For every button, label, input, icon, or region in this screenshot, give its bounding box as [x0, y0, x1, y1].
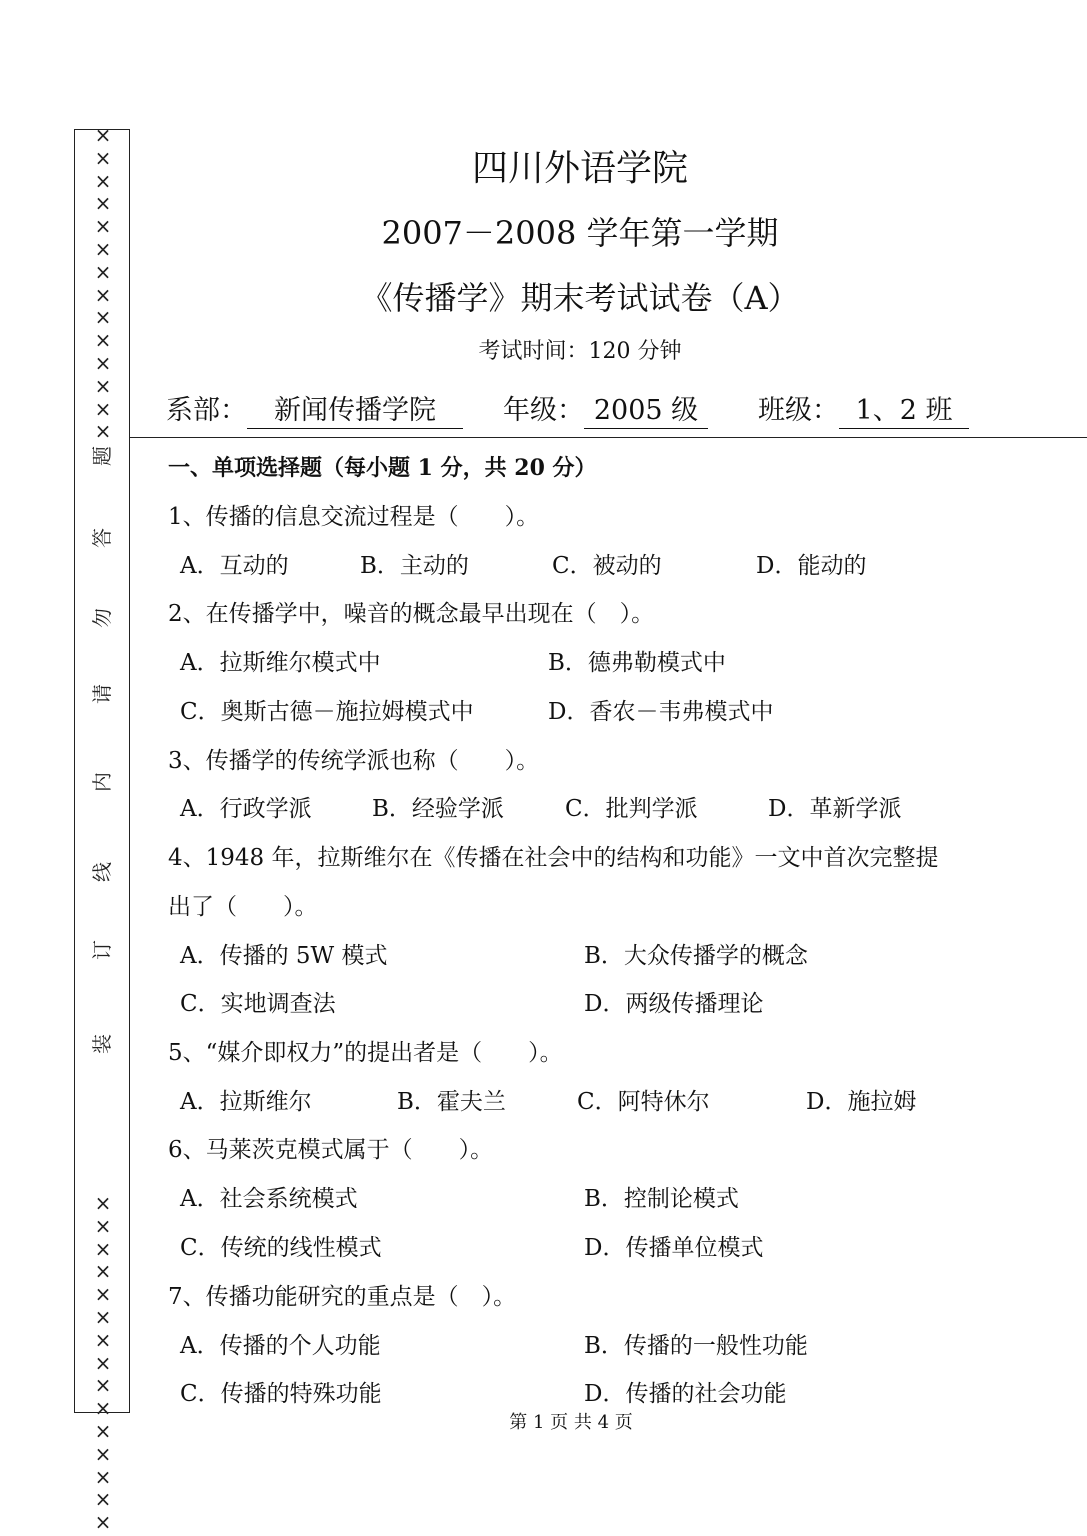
q3-option-b: B．经验学派 — [372, 796, 504, 822]
q3-option-a: A．行政学派 — [180, 796, 312, 822]
x-mark: × — [94, 168, 112, 193]
q6-option-d: D．传播单位模式 — [584, 1235, 764, 1261]
x-mark: × — [94, 328, 112, 353]
question-6-stem: 6、马莱茨克模式属于（ ）。 — [168, 1137, 494, 1163]
x-mark: × — [94, 305, 112, 330]
term-title: 2007－2008 学年第一学期 — [381, 214, 779, 252]
x-mark: × — [94, 1441, 112, 1466]
q6-option-c: C．传统的线性模式 — [180, 1235, 382, 1261]
x-mark: × — [94, 123, 112, 147]
q7-option-d: D．传播的社会功能 — [584, 1381, 787, 1407]
question-5-stem: 5、“媒介即权力”的提出者是（ ）。 — [168, 1040, 563, 1066]
question-1-stem: 1、传播的信息交流过程是（ ）。 — [168, 504, 540, 530]
question-3-stem: 3、传播学的传统学派也称（ ）。 — [168, 748, 540, 774]
question-4-stem-cont: 出了（ ）。 — [168, 894, 318, 920]
x-mark: × — [94, 1487, 112, 1512]
x-mark: × — [94, 396, 112, 421]
x-mark: × — [94, 1304, 112, 1329]
q6-option-b: B．控制论模式 — [584, 1186, 739, 1212]
x-mark: × — [94, 419, 112, 444]
q2-option-a: A．拉斯维尔模式中 — [180, 650, 381, 676]
page-number: 第 1 页 共 4 页 — [509, 1412, 633, 1433]
class-field — [758, 388, 969, 429]
section-title: 一、单项选择题（每小题 1 分，共 20 分） — [168, 455, 597, 481]
q2-option-c: C．奥斯古德－施拉姆模式中 — [180, 699, 474, 725]
x-mark: × — [94, 373, 112, 398]
margin-char-nei: 内 — [90, 772, 114, 792]
school-title: 四川外语学院 — [471, 148, 688, 189]
q1-option-a: A．互动的 — [180, 553, 289, 579]
x-mark: × — [94, 1282, 112, 1307]
x-mark: × — [94, 191, 112, 216]
q1-option-b: B．主动的 — [360, 553, 469, 579]
q4-option-d: D．两级传播理论 — [584, 991, 764, 1017]
x-mark: × — [94, 282, 112, 307]
binding-margin — [74, 123, 130, 1535]
class-value: 1、2 班 — [839, 394, 969, 429]
q2-option-b: B．德弗勒模式中 — [548, 650, 726, 676]
x-mark: × — [94, 1418, 112, 1443]
margin-char-ding: 订 — [90, 940, 114, 960]
margin-char-zhuang: 装 — [90, 1034, 114, 1054]
q4-option-c: C．实地调查法 — [180, 991, 336, 1017]
x-mark: × — [94, 214, 112, 239]
grade-value: 2005 级 — [584, 394, 708, 429]
question-7-stem: 7、传播功能研究的重点是（ ）。 — [168, 1284, 517, 1310]
exam-time: 考试时间：120 分钟 — [478, 339, 682, 364]
x-mark: × — [94, 145, 112, 170]
x-mark: × — [94, 236, 112, 261]
q4-option-a: A．传播的 5W 模式 — [180, 943, 388, 969]
margin-char-qing: 请 — [90, 684, 114, 704]
q5-option-a: A．拉斯维尔 — [180, 1089, 312, 1115]
class-label: 班级： — [758, 395, 839, 426]
q7-option-c: C．传播的特殊功能 — [180, 1381, 382, 1407]
q3-option-d: D．革新学派 — [768, 796, 902, 822]
q4-option-b: B．大众传播学的概念 — [584, 943, 808, 969]
dept-field — [166, 388, 463, 429]
margin-char-da: 答 — [90, 528, 114, 548]
question-2-stem: 2、在传播学中，噪音的概念最早出现在（ ）。 — [168, 601, 655, 627]
x-mark: × — [94, 350, 112, 375]
x-mark: × — [94, 1510, 112, 1535]
x-mark: × — [94, 1373, 112, 1398]
grade-label: 年级： — [503, 395, 584, 426]
grade-field — [503, 388, 708, 429]
q5-option-d: D．施拉姆 — [806, 1089, 917, 1115]
q7-option-b: B．传播的一般性功能 — [584, 1333, 808, 1359]
margin-x-marks-bottom — [75, 1192, 131, 1534]
x-mark: × — [94, 1464, 112, 1489]
exam-title: 《传播学》期末考试试卷（A） — [360, 279, 800, 317]
x-mark: × — [94, 259, 112, 284]
x-mark: × — [94, 1191, 112, 1215]
question-4-stem: 4、1948 年，拉斯维尔在《传播在社会中的结构和功能》一文中首次完整提 — [168, 845, 939, 871]
margin-char-wu: 勿 — [90, 608, 114, 628]
q1-option-d: D．能动的 — [756, 553, 867, 579]
margin-char-xian: 线 — [90, 862, 114, 882]
x-mark: × — [94, 1327, 112, 1352]
x-mark: × — [94, 1350, 112, 1375]
q1-option-c: C．被动的 — [552, 553, 662, 579]
x-mark: × — [94, 1396, 112, 1421]
q7-option-a: A．传播的个人功能 — [180, 1333, 381, 1359]
x-mark: × — [94, 1259, 112, 1284]
dept-value: 新闻传播学院 — [247, 394, 463, 429]
q6-option-a: A．社会系统模式 — [180, 1186, 358, 1212]
x-mark: × — [94, 1213, 112, 1238]
q5-option-b: B．霍夫兰 — [397, 1089, 506, 1115]
margin-char-ti: 题 — [90, 446, 114, 466]
header-divider — [130, 437, 1087, 438]
dept-label: 系部： — [166, 395, 247, 426]
q2-option-d: D．香农－韦弗模式中 — [548, 699, 774, 725]
q5-option-c: C．阿特休尔 — [577, 1089, 710, 1115]
x-mark: × — [94, 1236, 112, 1261]
q3-option-c: C．批判学派 — [565, 796, 698, 822]
